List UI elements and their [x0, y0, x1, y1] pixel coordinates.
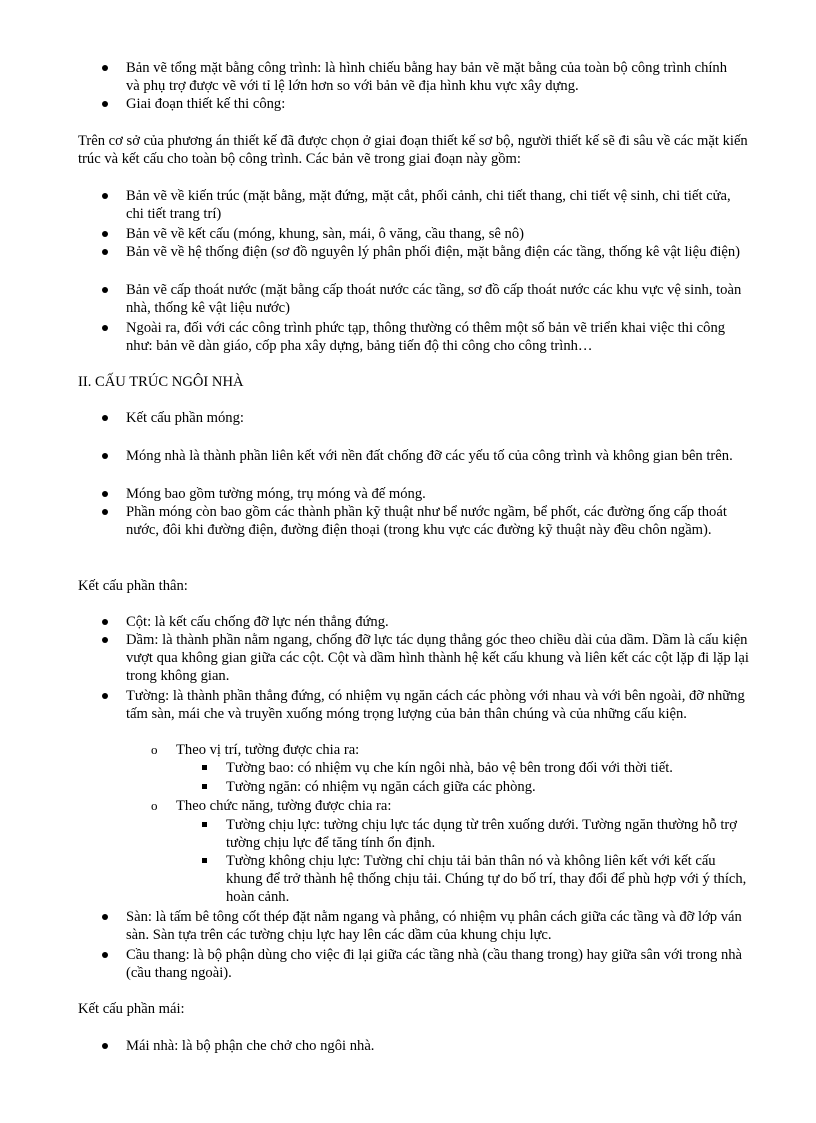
list-item: Tường ngăn: có nhiệm vụ ngăn cách giữa các phòng.: [226, 778, 742, 796]
list-item: Bản vẽ về kết cấu (móng, khung, sàn, mái, ô văng, cầu thang, sê nô): [126, 225, 750, 243]
bullet-icon: [102, 637, 108, 643]
bullet-icon: [102, 231, 108, 237]
bullet-list-roof: [126, 1037, 750, 1055]
bullet-icon: [102, 509, 108, 515]
sublist-wall-position-items: [226, 759, 742, 796]
square-bullet-icon: [202, 765, 207, 770]
list-item: Móng nhà là thành phần liên kết với nền đất chống đỡ các yếu tố của công trình và không gian bên trên.: [126, 447, 750, 485]
bullet-icon: [102, 101, 108, 107]
list-item: Tường: là thành phần thẳng đứng, có nhiệm vụ ngăn cách các phòng với nhau và với bên ngoài, đỡ những tấm sàn, mái che và truyền xuống móng trọng lượng của bản thân chúng và của những cấu kiện.: [126, 687, 754, 741]
list-item: Kết cấu phần móng:: [126, 409, 750, 427]
bullet-list-body: [126, 613, 754, 741]
bullet-icon: [102, 693, 108, 699]
list-item: Bản vẽ về hệ thống điện (sơ đồ nguyên lý phân phối điện, mặt bằng điện các tầng, thống kê vật liệu điện): [126, 243, 750, 281]
bullet-icon: [102, 619, 108, 625]
circle-bullet-icon: o: [151, 798, 158, 813]
bullet-icon: [102, 1043, 108, 1049]
square-bullet-icon: [202, 858, 207, 863]
bullet-list-stages: [126, 187, 750, 355]
list-item: Móng bao gồm tường móng, trụ móng và đế móng.: [126, 485, 750, 503]
bullet-icon: [102, 65, 108, 71]
list-item: Dầm: là thành phần nằm ngang, chống đỡ lực tác dụng thẳng góc theo chiều dài của dầm. Dầm là cấu kiện vượt qua không gian giữa các cột. Cột và dầm hình thành hệ kết cấu khung và liên kết các cột lặp đi lặp lại trong không gian.: [126, 631, 754, 687]
bullet-list-body-2: [126, 908, 754, 982]
list-item: Tường không chịu lực: Tường chỉ chịu tải bản thân nó và không liên kết với kết cấu khung để trở thành hệ thống chịu tải. Chúng tự do bố trí, thay đổi để phù hợp với ý thích, hoàn cảnh.: [226, 852, 750, 906]
list-item: o Theo vị trí, tường được chia ra:: [151, 742, 360, 758]
bullet-icon: [102, 193, 108, 199]
list-item: Cột: là kết cấu chống đỡ lực nén thẳng đứng.: [126, 613, 754, 631]
square-bullet-icon: [202, 822, 207, 827]
list-item: Mái nhà: là bộ phận che chở cho ngôi nhà.: [126, 1037, 750, 1055]
list-item: Bản vẽ tổng mặt bằng công trình: là hình chiếu bằng hay bản vẽ mặt bằng của toàn bộ công trình chính và phụ trợ được vẽ với tỉ lệ lớn hơn so với bản vẽ địa hình khu vực xây dựng.: [126, 59, 742, 95]
bullet-icon: [102, 952, 108, 958]
list-item: Tường chịu lực: tường chịu lực tác dụng từ trên xuống dưới. Tường ngăn thường hỗ trợ tường chịu lực để tăng tính ổn định.: [226, 816, 750, 852]
bullet-list-foundation: [126, 447, 750, 539]
sublist-wall-position: [151, 741, 746, 759]
list-item: Ngoài ra, đối với các công trình phức tạp, thông thường có thêm một số bản vẽ triển khai việc thi công như: bản vẽ dàn giáo, cốp pha xây dựng, bảng tiến độ thi công cho công trình…: [126, 319, 750, 355]
list-item: Bản vẽ cấp thoát nước (mặt bằng cấp thoát nước các tầng, sơ đồ cấp thoát nước các khu vực vệ sinh, toàn nhà, thống kê vật liệu nước): [126, 281, 750, 319]
bullet-icon: [102, 914, 108, 920]
square-bullet-icon: [202, 784, 207, 789]
list-item: Bản vẽ về kiến trúc (mặt bằng, mặt đứng, mặt cắt, phối cảnh, chi tiết thang, chi tiết vệ sinh, chi tiết cửa, chi tiết trang trí): [126, 187, 750, 225]
subsection-title: Kết cấu phần thân:: [78, 578, 188, 594]
section-heading: II. CẤU TRÚC NGÔI NHÀ: [78, 374, 244, 390]
bullet-icon: [102, 453, 108, 459]
list-item: Giai đoạn thiết kế thi công:: [126, 95, 742, 113]
circle-bullet-icon: o: [151, 742, 158, 757]
list-item: o Theo chức năng, tường được chia ra:: [151, 798, 392, 814]
subsection-title: Kết cấu phần mái:: [78, 1001, 185, 1017]
list-item: Phần móng còn bao gồm các thành phần kỹ thuật như bể nước ngầm, bể phốt, các đường ống cấp thoát nước, đôi khi đường điện, đường điện thoại (trong khu vực các đường kỹ thuật này đều chôn ngầm).: [126, 503, 750, 539]
bullet-icon: [102, 287, 108, 293]
bullet-icon: [102, 491, 108, 497]
bullet-icon: [102, 415, 108, 421]
bullet-icon: [102, 249, 108, 255]
list-item: Cầu thang: là bộ phận dùng cho việc đi lại giữa các tầng nhà (cầu thang trong) hay giữa sân với trong nhà (cầu thang ngoài).: [126, 946, 754, 982]
sublist-wall-function-items: [226, 816, 750, 906]
bullet-list-drawings: [126, 59, 742, 113]
bullet-icon: [102, 325, 108, 331]
bullet-foundation-title: [126, 409, 750, 427]
list-item: Sàn: là tấm bê tông cốt thép đặt nằm ngang và phẳng, có nhiệm vụ phân cách giữa các tầng và đỡ lớp ván sàn. Sàn tựa trên các tường chịu lực hay lên các dầm của khung chịu lực.: [126, 908, 754, 946]
list-item: Tường bao: có nhiệm vụ che kín ngôi nhà, bảo vệ bên trong đối với thời tiết.: [226, 759, 742, 778]
paragraph: Trên cơ sở của phương án thiết kế đã được chọn ở giai đoạn thiết kế sơ bộ, người thiết kế sẽ đi sâu về các mặt kiến trúc và kết cấu cho toàn bộ công trình. Các bản vẽ trong giai đoạn này gồm:: [78, 133, 748, 167]
sublist-wall-function: [151, 797, 746, 815]
